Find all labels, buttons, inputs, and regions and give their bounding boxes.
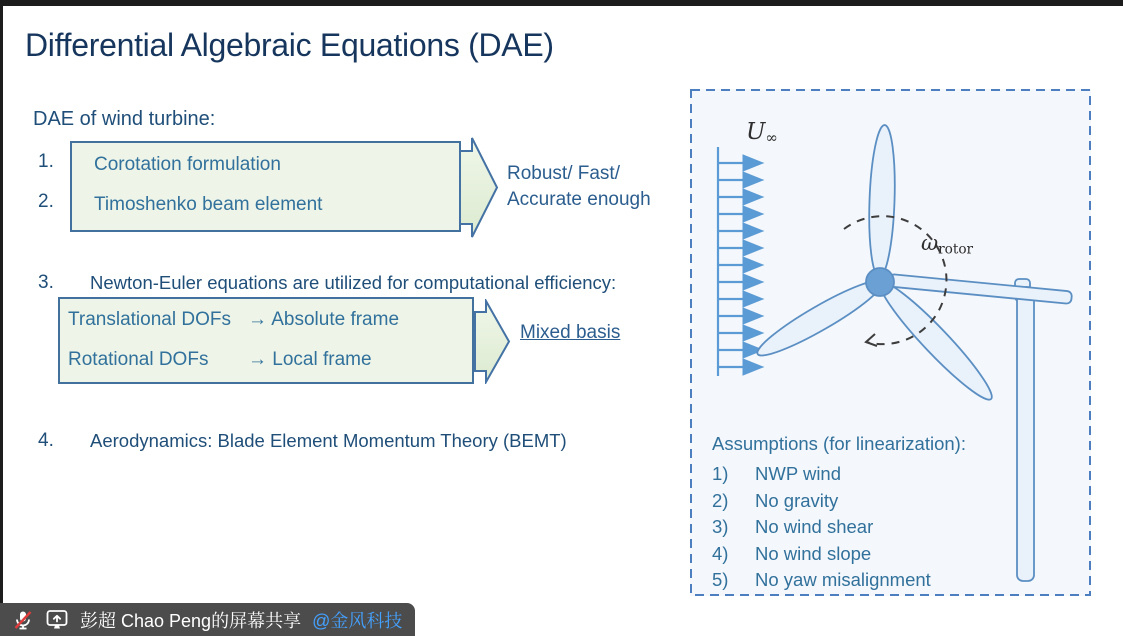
wind-speed-subscript: ∞: [765, 128, 778, 147]
assumption-row: [712, 567, 931, 594]
assumption-row: [712, 461, 931, 488]
assumption-text: No wind shear: [755, 516, 874, 538]
screen-share-banner: [0, 603, 415, 636]
corotation-box: [70, 141, 461, 232]
item3-text: Newton-Euler equations are utilized for computational efficiency:: [90, 272, 617, 293]
assumption-text: NWP wind: [755, 463, 842, 485]
box1-line2: Timoshenko beam element: [94, 194, 323, 215]
turbine-blade-up: [867, 125, 897, 278]
box2-row1-label: Translational DOFs: [68, 309, 231, 330]
assumption-num: 2): [712, 489, 729, 511]
rotor-speed-label: [921, 231, 973, 257]
item4-text: Aerodynamics: Blade Element Momentum Theory (BEMT): [90, 430, 567, 451]
assumption-row: [712, 514, 931, 541]
assumption-row: [712, 541, 931, 568]
box2-row2-value: Local frame: [272, 349, 372, 370]
turbine-hub: [866, 268, 894, 296]
assumptions-title: Assumptions (for linearization):: [712, 433, 966, 454]
wind-speed-symbol: U: [746, 119, 766, 145]
rotor-speed-symbol: ω: [921, 231, 939, 255]
presenter-share-text: 彭超 Chao Peng的屏幕共享: [80, 610, 302, 631]
screen-left-border: [0, 0, 3, 604]
assumption-num: 3): [712, 516, 729, 538]
screen-share-icon: [45, 609, 69, 630]
assumptions-list: [712, 461, 931, 594]
assumption-num: 4): [712, 542, 729, 564]
wind-speed-label: [746, 119, 778, 147]
turbine-tower: [1017, 287, 1034, 581]
microphone-muted-icon: [12, 609, 34, 631]
rotor-speed-subscript: rotor: [938, 241, 974, 258]
dof-frames-box: [58, 297, 474, 384]
block-arrow-1-icon: [459, 136, 499, 239]
list-number-3: 3.: [38, 272, 54, 293]
wind-profile-arrows: [718, 147, 760, 376]
assumption-row: [712, 488, 931, 515]
assumption-num: 5): [712, 569, 729, 591]
list-number-1: 1.: [38, 151, 54, 172]
box2-row2-arrow-icon: →: [248, 349, 267, 370]
assumption-num: 1): [712, 463, 729, 485]
arrow1-caption-line1: Robust/ Fast/: [507, 163, 620, 184]
section-heading: DAE of wind turbine:: [33, 108, 216, 130]
arrow2-caption: Mixed basis: [520, 322, 621, 343]
screen-top-border: [0, 0, 1123, 6]
box2-row1-value: Absolute frame: [271, 309, 400, 330]
box2-row1-arrow-icon: →: [248, 309, 267, 330]
diagram-panel: [690, 89, 1091, 596]
box1-line1: Corotation formulation: [94, 154, 281, 175]
box2-row2: [68, 349, 372, 371]
arrow1-caption: [507, 161, 651, 213]
assumption-text: No gravity: [755, 489, 839, 511]
assumption-text: No wind slope: [755, 542, 872, 564]
arrow1-caption-line2: Accurate enough: [507, 189, 651, 210]
list-number-2: 2.: [38, 191, 54, 212]
slide-title: Differential Algebraic Equations (DAE): [25, 27, 554, 63]
company-mention-link[interactable]: @金风科技: [312, 610, 403, 631]
assumption-text: No yaw misalignment: [755, 569, 931, 591]
block-arrow-2-icon: [474, 299, 511, 384]
box2-row1: [68, 309, 399, 331]
turbine-nacelle: [889, 274, 1072, 304]
box2-row2-label: Rotational DOFs: [68, 349, 209, 370]
list-number-4: 4.: [38, 430, 54, 451]
